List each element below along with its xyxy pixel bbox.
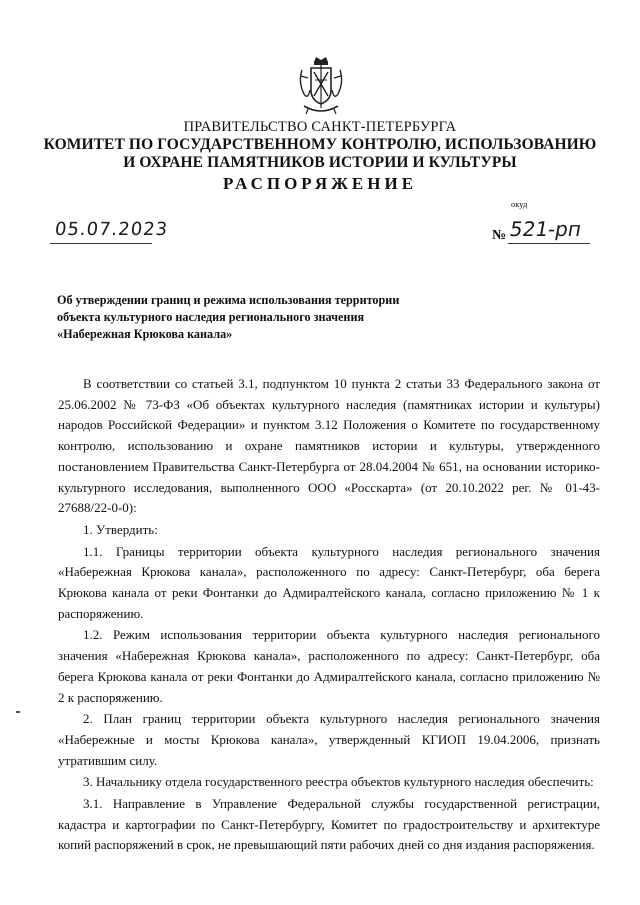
- paragraph-3-1: 3.1. Направление в Управление Федеральной службы государственной регистрации, кадастра и картографии по Санкт-Петербургу, Комитет по градостроительству и архитектуре копий распоряжений в срок, не превышающий пяти рабочих дней со дня издания распоряжения.: [58, 796, 600, 853]
- paragraph-1-2: 1.2. Режим использования территории объекта культурного наследия регионального значения «Набережная Крюкова канала», расположенного по адресу: Санкт-Петербург, оба берега Крюкова канала от реки Фонтанки до Адмиралтейского канала, согласно приложению № 2 к распоряжению.: [58, 627, 600, 705]
- committee-title: [0, 136, 640, 172]
- document-date: 05.07.2023: [53, 219, 170, 240]
- document-body: [58, 374, 600, 856]
- committee-title-line2: И ОХРАНЕ ПАМЯТНИКОВ ИСТОРИИ И КУЛЬТУРЫ: [123, 154, 517, 171]
- margin-mark: [16, 711, 20, 713]
- coat-of-arms-icon: [296, 56, 346, 118]
- paragraph-3: 3. Начальнику отдела государственного реестра объектов культурного наследия обеспечить:: [83, 774, 594, 790]
- government-title: ПРАВИТЕЛЬСТВО САНКТ-ПЕТЕРБУРГА: [183, 119, 457, 135]
- document-subject: [57, 292, 457, 343]
- paragraph-1: 1. Утвердить:: [83, 521, 158, 537]
- committee-title-line1: КОМИТЕТ ПО ГОСУДАРСТВЕННОМУ КОНТРОЛЮ, ИСПОЛЬЗОВАНИЮ: [43, 136, 597, 153]
- document-number: 521-рп: [507, 217, 584, 241]
- subject-line3: «Набережная Крюкова канала»: [57, 327, 233, 341]
- number-underline: [508, 243, 590, 244]
- subject-line2: объекта культурного наследия регионального значения: [57, 310, 365, 324]
- paragraph-1-1: 1.1. Границы территории объекта культурного наследия регионального значения «Набережная Крюкова канала», расположенного по адресу: Санкт-Петербург, оба берега Крюкова канала от реки Фонтанки до Адмиралтейского канала, согласно приложению № 1 к распоряжению.: [58, 543, 600, 621]
- paragraph-2: 2. План границ территории объекта культурного наследия регионального значения «Набережные и мосты Крюкова канала», утвержденный КГИОП 19.04.2006, признать утратившим силу.: [58, 711, 600, 768]
- number-sign: №: [492, 228, 507, 243]
- date-underline: [50, 243, 152, 244]
- document-type: РАСПОРЯЖЕНИЕ: [222, 174, 418, 193]
- subject-line1: Об утверждении границ и режима использования территории: [57, 293, 400, 307]
- paragraph-preamble: В соответствии со статьей 3.1, подпунктом 10 пункта 2 статьи 33 Федерального закона от 25.06.2002 № 73-ФЗ «Об объектах культурного наследия (памятниках истории и культуры) народов Российской Федерации» и пунктом 3.12 Положения о Комитете по государственному контролю, использованию и охране памятников истории и культуры, утвержденного постановлением Правительства Санкт-Петербурга от 28.04.2004 № 651, на основании историко-культурного исследования, выполненного ООО «Росскарта» (от 20.10.2022 рег. № 01-43-27688/22-0-0):: [58, 376, 600, 516]
- okud-label: окуд: [511, 199, 528, 209]
